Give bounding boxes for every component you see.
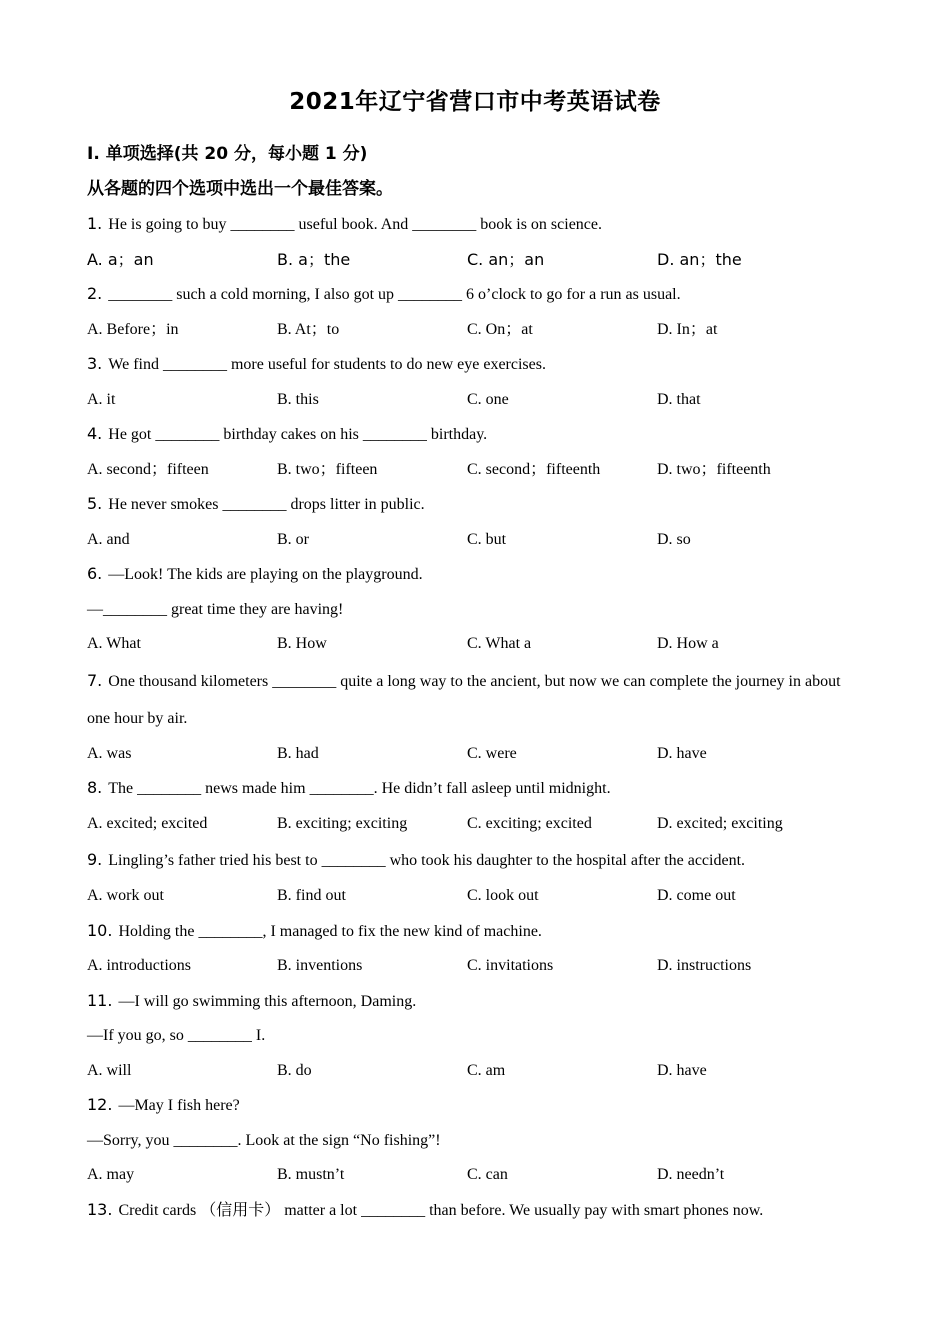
- answer-option[interactable]: D. instructions: [657, 957, 752, 974]
- options-row: [87, 879, 847, 914]
- question-number: 6.: [87, 564, 103, 583]
- answer-option[interactable]: D. needn’t: [657, 1166, 725, 1183]
- question-text: He is going to buy ________ useful book. And ________ book is on science.: [108, 216, 603, 233]
- answer-option[interactable]: D. have: [657, 1061, 707, 1079]
- question-text: Lingling’s father tried his best to ________ who took his daughter to the hospital after the accident.: [108, 852, 746, 869]
- answer-option[interactable]: D. so: [657, 530, 691, 548]
- answer-option[interactable]: C. What a: [467, 635, 532, 652]
- question-text: One thousand kilometers ________ quite a long way to the ancient, but now we can complete the journey in about one hour by air.: [87, 672, 841, 727]
- question-stem: [87, 487, 847, 523]
- options-row: [87, 243, 847, 278]
- answer-option[interactable]: C. exciting; excited: [467, 814, 592, 832]
- question-stem: [87, 417, 847, 453]
- question-number: 12.: [87, 1095, 113, 1114]
- question-number: 13.: [87, 1199, 113, 1219]
- answer-option[interactable]: D. In；at: [657, 320, 718, 338]
- answer-option[interactable]: D. an；the: [657, 249, 742, 269]
- question-dialogue-line: [87, 1019, 847, 1054]
- answer-option[interactable]: C. an；an: [467, 249, 545, 269]
- answer-option[interactable]: C. but: [467, 530, 507, 548]
- answer-option[interactable]: C. second；fifteenth: [467, 460, 601, 478]
- question-text: The ________ news made him ________. He didn’t fall asleep until midnight.: [108, 780, 611, 797]
- question-text: Holding the ________, I managed to fix the new kind of machine.: [118, 922, 542, 940]
- options-row: [87, 627, 847, 662]
- question-number: 4.: [87, 424, 103, 443]
- question-stem: [87, 347, 847, 383]
- answer-option[interactable]: A. will: [87, 1061, 132, 1079]
- answer-option[interactable]: C. were: [467, 744, 517, 762]
- question-stem: [87, 1193, 847, 1229]
- question-text: —________ great time they are having!: [87, 600, 344, 618]
- question-item: [87, 347, 847, 417]
- question-number: 10.: [87, 920, 113, 940]
- question-item: [87, 557, 847, 662]
- question-stem: [87, 277, 847, 313]
- question-item: [87, 662, 847, 772]
- question-item: [87, 417, 847, 487]
- question-text: —I will go swimming this afternoon, Daming.: [118, 992, 417, 1010]
- question-item: [87, 207, 847, 277]
- question-item: [87, 841, 847, 914]
- question-list: [87, 207, 847, 1228]
- options-row: [87, 1158, 847, 1193]
- question-item: [87, 1088, 847, 1193]
- options-row: [87, 313, 847, 348]
- question-stem: [87, 914, 847, 950]
- question-number: 5.: [87, 494, 103, 513]
- question-item: [87, 277, 847, 347]
- answer-option[interactable]: B. or: [277, 530, 309, 548]
- page-title: 2021年辽宁省营口市中考英语试卷: [289, 89, 661, 115]
- answer-option[interactable]: B. How: [277, 635, 327, 652]
- answer-option[interactable]: A. introductions: [87, 957, 191, 974]
- answer-option[interactable]: A. Before；in: [87, 320, 179, 338]
- question-item: [87, 984, 847, 1089]
- answer-option[interactable]: B. mustn’t: [277, 1166, 345, 1183]
- question-stem: [87, 207, 847, 243]
- answer-option[interactable]: C. look out: [467, 887, 539, 904]
- question-number: 7.: [87, 670, 103, 690]
- answer-option[interactable]: C. am: [467, 1061, 506, 1079]
- answer-option[interactable]: D. excited; exciting: [657, 814, 783, 832]
- answer-option[interactable]: A. What: [87, 635, 141, 652]
- answer-option[interactable]: B. this: [277, 390, 319, 408]
- question-stem: [87, 662, 847, 737]
- question-item: [87, 771, 847, 841]
- answer-option[interactable]: D. two；fifteenth: [657, 460, 771, 478]
- question-number: 11.: [87, 990, 113, 1010]
- answer-option[interactable]: D. have: [657, 744, 707, 762]
- question-text: He never smokes ________ drops litter in public.: [108, 496, 425, 513]
- answer-option[interactable]: A. second；fifteen: [87, 460, 209, 478]
- options-row: [87, 523, 847, 558]
- question-number: 3.: [87, 354, 103, 373]
- question-text: —Sorry, you ________. Look at the sign “No fishing”!: [87, 1131, 441, 1149]
- question-number: 9.: [87, 850, 103, 869]
- answer-option[interactable]: A. it: [87, 390, 116, 408]
- question-text: ________ such a cold morning, I also got up ________ 6 o’clock to go for a run as usual.: [108, 286, 681, 303]
- answer-option[interactable]: D. come out: [657, 887, 736, 904]
- options-row: [87, 383, 847, 418]
- question-text: We find ________ more useful for students to do new eye exercises.: [108, 356, 546, 373]
- answer-option[interactable]: A. may: [87, 1166, 135, 1183]
- question-number: 1.: [87, 214, 103, 233]
- question-text: —If you go, so ________ I.: [87, 1027, 266, 1044]
- answer-option[interactable]: C. invitations: [467, 957, 554, 974]
- question-item: [87, 1193, 847, 1229]
- answer-option[interactable]: B. a；the: [277, 249, 351, 269]
- question-number: 8.: [87, 778, 103, 797]
- answer-option[interactable]: C. On；at: [467, 320, 533, 338]
- question-stem: [87, 557, 847, 593]
- answer-option[interactable]: A. was: [87, 744, 132, 762]
- question-text: —Look! The kids are playing on the playground.: [108, 566, 423, 583]
- question-dialogue-line: [87, 593, 847, 628]
- section-heading: Ⅰ. 单项选择(共 20 分，每小题 1 分): [87, 144, 368, 164]
- question-stem: [87, 771, 847, 807]
- answer-option[interactable]: C. one: [467, 390, 509, 408]
- answer-option[interactable]: B. do: [277, 1061, 312, 1079]
- answer-option[interactable]: B. had: [277, 744, 319, 762]
- options-row: [87, 1054, 847, 1089]
- question-text: —May I fish here?: [118, 1097, 240, 1114]
- question-stem: [87, 1088, 847, 1124]
- question-dialogue-line: [87, 1124, 847, 1159]
- question-item: [87, 914, 847, 984]
- section-instructions: 从各题的四个选项中选出一个最佳答案。: [87, 179, 393, 199]
- question-number: 2.: [87, 284, 103, 303]
- answer-option[interactable]: B. inventions: [277, 957, 363, 974]
- options-row: [87, 453, 847, 488]
- question-stem: [87, 984, 847, 1020]
- question-stem: [87, 841, 847, 879]
- answer-option[interactable]: B. At；to: [277, 320, 340, 338]
- answer-option[interactable]: A. excited; excited: [87, 814, 208, 832]
- options-row: [87, 737, 847, 772]
- options-row: [87, 807, 847, 842]
- question-text: He got ________ birthday cakes on his ________ birthday.: [108, 426, 488, 443]
- answer-option[interactable]: A. a；an: [87, 249, 154, 269]
- answer-option[interactable]: D. that: [657, 390, 701, 408]
- options-row: [87, 949, 847, 984]
- question-text: Credit cards （信用卡） matter a lot ________ than before. We usually pay with smart phones now.: [118, 1201, 764, 1219]
- answer-option[interactable]: B. exciting; exciting: [277, 814, 408, 832]
- answer-option[interactable]: A. and: [87, 530, 130, 548]
- answer-option[interactable]: D. How a: [657, 635, 719, 652]
- answer-option[interactable]: B. two；fifteen: [277, 460, 378, 478]
- answer-option[interactable]: B. find out: [277, 887, 346, 904]
- answer-option[interactable]: A. work out: [87, 887, 164, 904]
- answer-option[interactable]: C. can: [467, 1166, 508, 1183]
- question-item: [87, 487, 847, 557]
